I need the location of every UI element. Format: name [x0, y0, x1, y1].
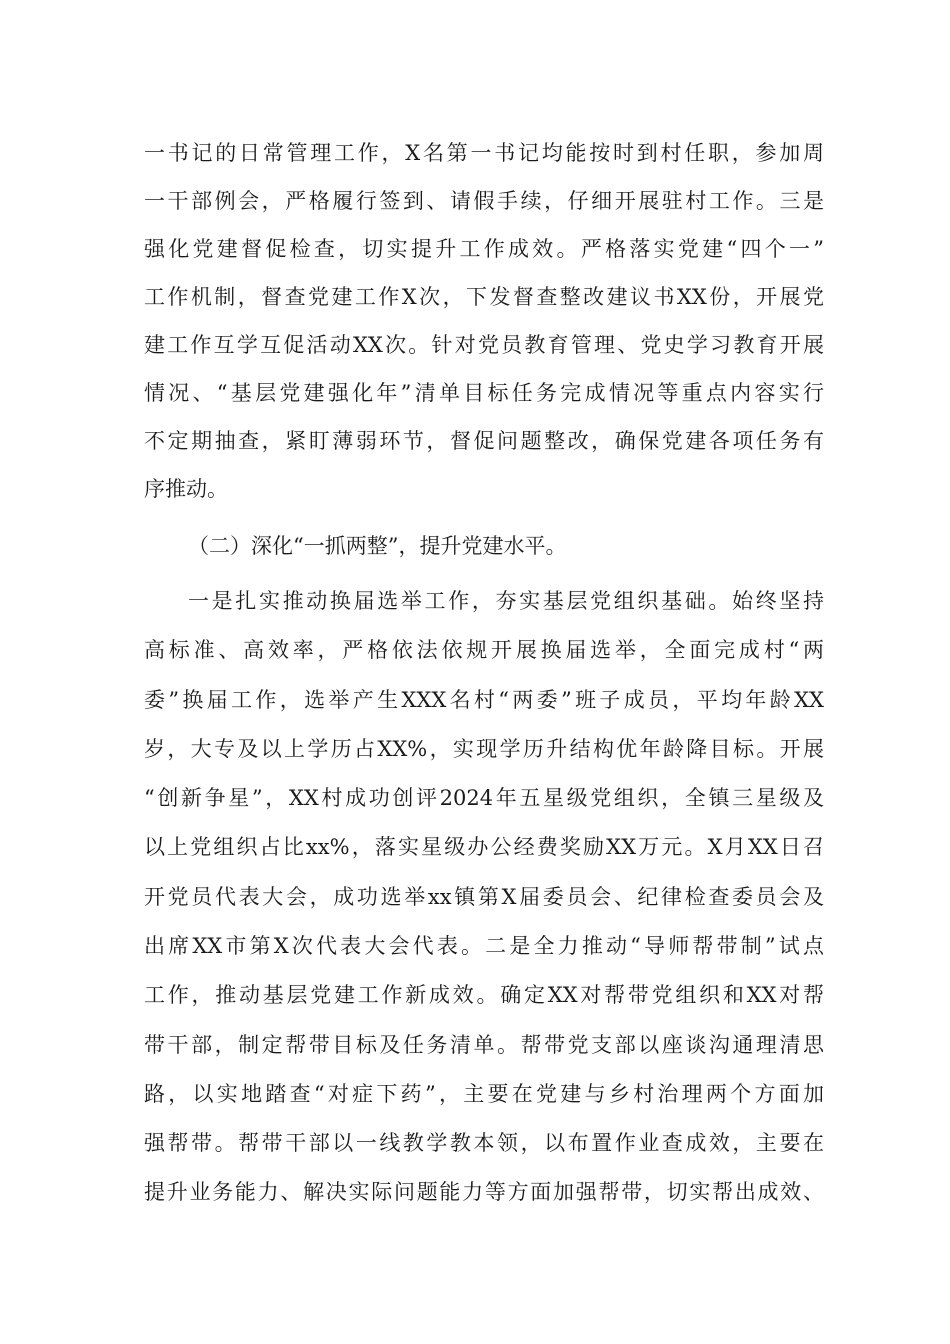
body-text-line: 强化党建督促检查，切实提升工作成效。严格落实党建“四个一”	[144, 237, 824, 261]
body-text-line: 强帮带。帮带干部以一线教学教本领，以布置作业查成效，主要在	[144, 1131, 824, 1155]
body-text-line: 建工作互学互促活动XX次。针对党员教育管理、党史学习教育开展	[144, 333, 824, 357]
body-text-line: 开党员代表大会，成功选举xx镇第X届委员会、纪律检查委员会及	[144, 885, 824, 909]
body-text-line: 工作机制，督查党建工作X次，下发督查整改建议书XX份，开展党	[144, 285, 824, 309]
body-text-line: 带干部，制定帮带目标及任务清单。帮带党支部以座谈沟通理清思	[144, 1033, 824, 1057]
body-text-line: 路，以实地踏查“对症下药”，主要在党建与乡村治理两个方面加	[144, 1082, 824, 1106]
body-text-line: 岁，大专及以上学历占XX%，实现学历升结构优年龄降目标。开展	[144, 737, 824, 761]
body-text-line: 序推动。	[144, 477, 228, 501]
body-text-line: 提升业务能力、解决实际问题能力等方面加强帮带，切实帮出成效、	[144, 1180, 824, 1204]
body-text-line: 情况、“基层党建强化年”清单目标任务完成情况等重点内容实行	[144, 381, 824, 405]
body-text-line: 工作，推动基层党建工作新成效。确定XX对帮带党组织和XX对帮	[144, 983, 824, 1007]
body-text-line: 以上党组织占比xx%，落实星级办公经费奖励XX万元。X月XX日召	[144, 835, 824, 859]
body-text-line: “创新争星”，XX村成功创评2024年五星级党组织，全镇三星级及	[144, 786, 824, 810]
body-text-line: 一书记的日常管理工作，X名第一书记均能按时到村任职，参加周	[144, 141, 824, 165]
body-text-line: 委”换届工作，选举产生XXX名村“两委”班子成员，平均年龄XX	[144, 688, 824, 712]
section-heading: （二）深化“一抓两整”，提升党建水平。	[188, 534, 567, 558]
body-text-line: 一是扎实推动换届选举工作，夯实基层党组织基础。始终坚持	[188, 589, 824, 613]
body-text-line: 不定期抽查，紧盯薄弱环节，督促问题整改，确保党建各项任务有	[144, 429, 824, 453]
body-text-line: 一干部例会，严格履行签到、请假手续，仔细开展驻村工作。三是	[144, 189, 824, 213]
body-text-line: 出席XX市第X次代表大会代表。二是全力推动“导师帮带制”试点	[144, 934, 824, 958]
body-text-line: 高标准、高效率，严格依法依规开展换届选举，全面完成村“两	[144, 638, 824, 662]
